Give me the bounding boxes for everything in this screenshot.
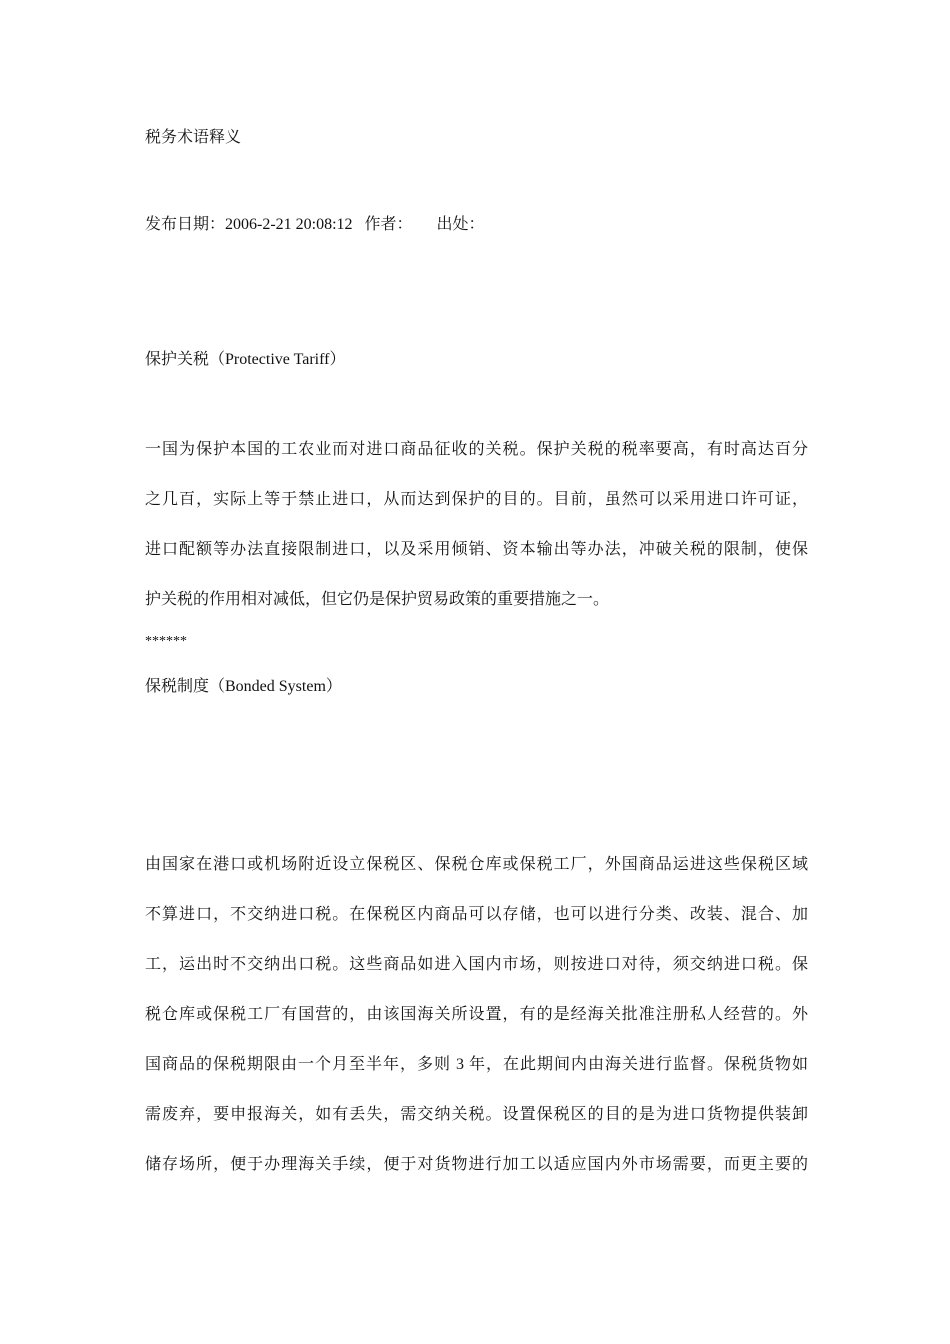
section-body-bonded-system <box>145 855 808 1205</box>
paragraph-line: 由国家在港口或机场附近设立保税区、保税仓库或保税工厂，外国商品运进这些保税区域 <box>145 856 808 873</box>
paragraph-line: 进口配额等办法直接限制进口，以及采用倾销、资本输出等办法，冲破关税的限制，使保 <box>145 541 808 558</box>
section-separator: ****** <box>145 634 187 649</box>
paragraph-line: 护关税的作用相对减低，但它仍是保护贸易政策的重要措施之一。 <box>145 591 610 608</box>
section-body-protective-tariff <box>145 440 808 640</box>
section-heading-bonded-system: 保税制度（Bonded System） <box>145 678 342 695</box>
section-heading-protective-tariff: 保护关税（Protective Tariff） <box>145 351 346 368</box>
paragraph-line: 储存场所，便于办理海关手续，便于对货物进行加工以适应国内外市场需要，而更主要的 <box>145 1156 808 1173</box>
paragraph-line: 之几百，实际上等于禁止进口，从而达到保护的目的。目前，虽然可以采用进口许可证， <box>145 491 808 508</box>
paragraph-line: 工，运出时不交纳出口税。这些商品如进入国内市场，则按进口对待，须交纳进口税。保 <box>145 956 808 973</box>
paragraph-line: 税仓库或保税工厂有国营的，由该国海关所设置，有的是经海关批准注册私人经营的。外 <box>145 1006 808 1023</box>
document-title: 税务术语释义 <box>145 129 242 146</box>
paragraph-line: 不算进口，不交纳进口税。在保税区内商品可以存储，也可以进行分类、改装、混合、加 <box>145 906 808 923</box>
paragraph-line: 国商品的保税期限由一个月至半年，多则 3 年，在此期间内由海关进行监督。保税货物如 <box>145 1056 808 1073</box>
publish-meta: 发布日期：2006-2-21 20:08:12 作者： 出处： <box>145 216 485 233</box>
paragraph-line: 需废弃，要申报海关，如有丢失，需交纳关税。设置保税区的目的是为进口货物提供装卸 <box>145 1106 808 1123</box>
paragraph-line: 一国为保护本国的工农业而对进口商品征收的关税。保护关税的税率要高，有时高达百分 <box>145 441 808 458</box>
